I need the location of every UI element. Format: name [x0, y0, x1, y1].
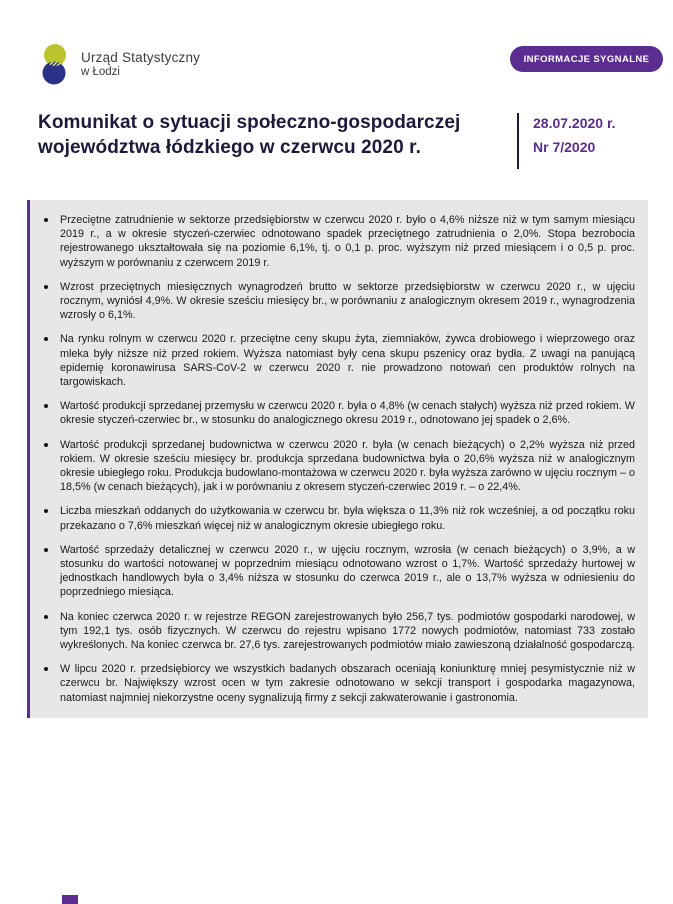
informacje-sygnalne-badge	[510, 46, 663, 72]
summary-bullet-item: Na koniec czerwca 2020 r. w rejestrze REGON zarejestrowanych było 256,7 tys. podmiotów gospodarki narodowej, w tym 192,1 tys. osób fizycznych. W czerwcu do rejestru wpisano 1772 nowych podmiotów, natomiast 733 zostało wykreślonych. Na koniec czerwca br. 27,6 tys. zarejestrowanych podmiotów miało zawieszoną działalność gospodarczą.	[30, 610, 635, 653]
organization-name: Urząd Statystyczny	[81, 50, 201, 65]
statistical-office-logo-icon	[38, 42, 72, 88]
summary-bullet-item: Wartość sprzedaży detalicznej w czerwcu 2020 r., w ujęciu rocznym, wzrosła (w cenach bieżących) o 3,9%, a w stosunku do wartości notowanej w poprzednim miesiącu odnotowano wzrost o 1,7%. Wartość sprzedaży hurtowej w jednostkach handlowych była o 3,4% niższa w stosunku do czerwca 2019 r., ale o 13,7% wyższa w odniesieniu do poprzedniego miesiąca.	[30, 543, 635, 600]
organization-location: w Łodzi	[81, 65, 120, 78]
issue-number: Nr 7/2020	[533, 138, 596, 155]
summary-bullet-item: Przeciętne zatrudnienie w sektorze przedsiębiorstw w czerwcu 2020 r. było o 4,6% niższe niż w tym samym miesiącu 2019 r., a w okresie styczeń-czerwiec odnotowano spadek przeciętnego zatrudnienia o 2,0%. Stopa bezrobocia rejestrowanego ukształtowała się na poziomie 6,1%, tj. o 0,1 p. proc. wyższym niż przed miesiącem i o 0,5 p. proc. wyższym w porównaniu z czerwcem 2019 r.	[30, 213, 635, 270]
publication-date: 28.07.2020 r.	[533, 115, 616, 131]
date-block	[533, 115, 616, 156]
header-logo	[38, 42, 200, 88]
summary-bullet-item: Liczba mieszkań oddanych do użytkowania w czerwcu br. była większa o 11,3% niż rok wcześniej, a od początku roku przekazano o 7,6% mieszkań więcej niż w analogicznym okresie ubiegłego roku.	[30, 504, 635, 532]
summary-bullet-item: Wartość produkcji sprzedanej przemysłu w czerwcu 2020 r. była o 4,8% (w cenach stałych) wyższa niż przed rokiem. W okresie styczeń-czerwiec br., w stosunku do analogicznego okresu 2019 r., odnotowano jej spadek o 2,6%.	[30, 399, 635, 427]
summary-bullet-item: Wartość produkcji sprzedanej budownictwa w czerwcu 2020 r. była (w cenach bieżących) o 2,2% wyższa niż przed rokiem. W okresie sześciu miesięcy br. produkcja sprzedana budownictwa była o 20,6% wyższa niż w analogicznym okresie ubiegłego roku. Produkcja budowlano-montażowa w czerwcu 2020 r. była wyższa zarówno w ujęciu rocznym – o 18,5% (w cenach bieżących), jak i w porównaniu z okresem styczeń-czerwiec 2019 r. – o 22,4%.	[30, 438, 635, 495]
page-footer-mark	[62, 895, 78, 904]
badge-label: INFORMACJE SYGNALNE	[523, 53, 650, 65]
summary-bullet-item: Na rynku rolnym w czerwcu 2020 r. przeciętne ceny skupu żyta, ziemniaków, żywca drobiowego i wieprzowego oraz mleka były niższe niż przed rokiem. Wyższa natomiast były cena skupu pszenicy oraz bydła. Z uwagi na panującą epidemię koronawirusa SARS-CoV-2 w czerwcu 2020 r. nie prowadzono notowań cen produktów rolnych na targowiskach.	[30, 332, 635, 389]
summary-bullet-item: Wzrost przeciętnych miesięcznych wynagrodzeń brutto w sektorze przedsiębiorstw w czerwcu 2020 r., w ujęciu rocznym, wyniósł 4,9%. W okresie sześciu miesięcy br., w porównaniu z analogicznym okresem 2019 r., wynagrodzenia wzrosły o 6,1%.	[30, 280, 635, 323]
page-title-line1: Komunikat o sytuacji społeczno-gospodarczej	[38, 112, 461, 133]
summary-bullet-list	[30, 213, 635, 705]
page-title-line2: województwa łódzkiego w czerwcu 2020 r.	[38, 136, 421, 158]
summary-bullet-item: W lipcu 2020 r. przedsiębiorcy we wszystkich badanych obszarach oceniają koniunkturę mniej pesymistycznie niż w czerwcu br. Największy wzrost ocen w tym zakresie odnotowano w sekcji transport i gospodarka magazynowa, natomiast najmniej niekorzystne oceny sygnalizują firmy z sekcji zakwaterowanie i gastronomia.	[30, 662, 635, 705]
title-date-divider	[517, 113, 519, 169]
logo-text	[81, 42, 200, 79]
page-title	[38, 111, 510, 160]
summary-box	[27, 200, 648, 718]
